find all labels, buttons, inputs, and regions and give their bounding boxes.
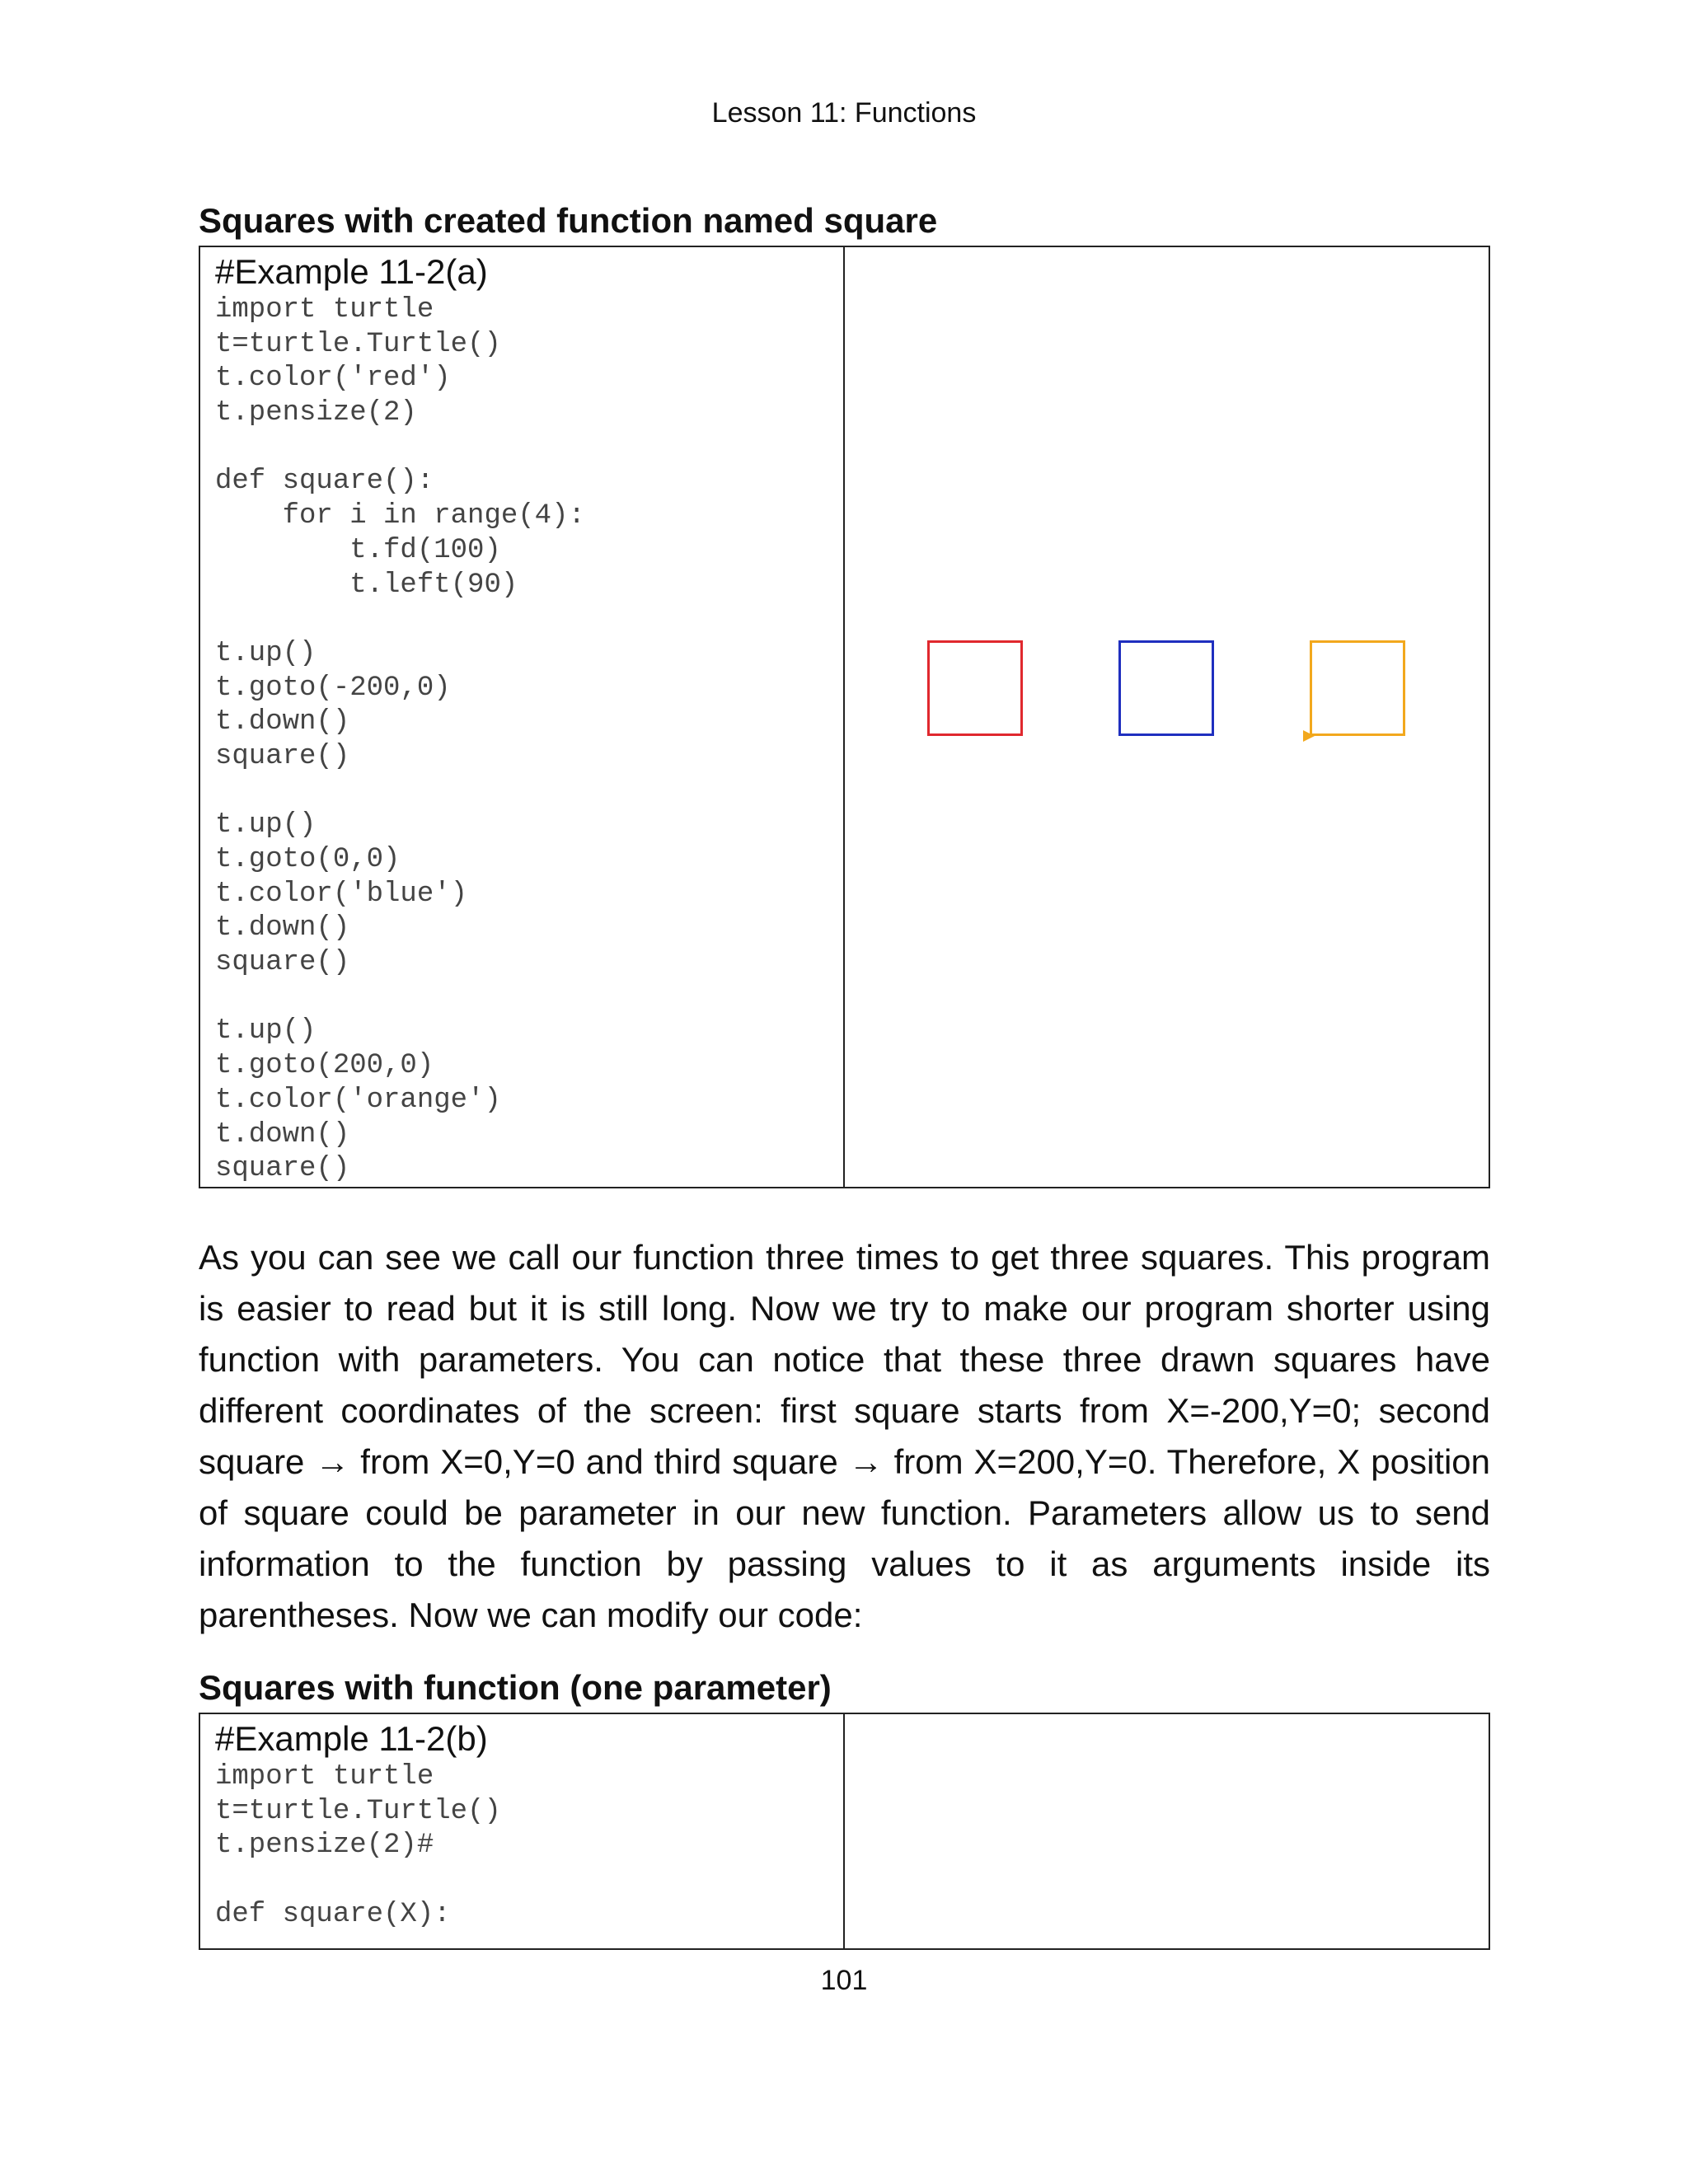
turtle-output-b: [845, 1714, 1489, 1948]
code-line: square(): [215, 947, 350, 979]
example-label-b: #Example 11-2(b): [215, 1719, 488, 1758]
code-line: [215, 775, 843, 809]
code-line: t.down(): [215, 706, 350, 738]
code-line: t.color('blue'): [215, 878, 468, 910]
red-square: [927, 640, 1023, 736]
code-line: def square(X):: [215, 1898, 451, 1930]
explanation-paragraph: As you can see we call our function three times to get three squares. This program is easier to read but it is still long. Now we try to make our program shorter using function with parameters. You can notice that these three drawn squares have different coordinates of the screen: first square starts from X=-200,Y=0; second square → from X=0,Y=0 and third square → from X=200,Y=0. Therefore, X position of square could be parameter in our new function. Parameters allow us to send information to the function by passing values to it as arguments inside its parentheses. Now we can modify our code:: [199, 1238, 1490, 1634]
code-line: t.down(): [215, 912, 350, 944]
code-line: square(): [215, 1153, 350, 1185]
code-line: t.up(): [215, 809, 316, 841]
code-line: t.pensize(2)#: [215, 1830, 434, 1862]
code-line: t.left(90): [215, 569, 518, 601]
code-line: t=turtle.Turtle(): [215, 1795, 501, 1827]
code-line: t.color('orange'): [215, 1084, 501, 1116]
page-number: 101: [820, 1965, 868, 1996]
code-cell-b: [200, 1714, 845, 1948]
code-line: [215, 981, 843, 1015]
code-line: [215, 1863, 843, 1898]
page-header: Lesson 11: Functions: [711, 97, 977, 129]
code-line: import turtle: [215, 1761, 434, 1793]
code-line: t.up(): [215, 637, 316, 669]
example-table-b: [199, 1713, 1490, 1950]
code-line: t.up(): [215, 1015, 316, 1047]
orange-square: [1310, 640, 1405, 736]
code-line: square(): [215, 740, 350, 772]
section-title-b: Squares with function (one parameter): [199, 1668, 832, 1707]
code-line: t.goto(200,0): [215, 1050, 434, 1082]
code-cell-a: [200, 247, 845, 1187]
code-line: t.fd(100): [215, 534, 501, 566]
code-line: [215, 431, 843, 466]
example-label-a: #Example 11-2(a): [215, 252, 488, 291]
code-line: def square():: [215, 466, 434, 498]
code-line: [215, 602, 843, 637]
section-title-a: Squares with created function named square: [199, 201, 938, 240]
code-line: t=turtle.Turtle(): [215, 328, 501, 360]
code-line: import turtle: [215, 294, 434, 326]
code-line: t.color('red'): [215, 363, 451, 395]
code-line: for i in range(4):: [215, 500, 585, 532]
blue-square: [1118, 640, 1214, 736]
turtle-output-a: [845, 247, 1489, 1187]
code-line: t.goto(0,0): [215, 844, 401, 875]
turtle-cursor-icon: [1303, 730, 1315, 742]
example-table-a: [199, 246, 1490, 1188]
code-line: t.pensize(2): [215, 397, 417, 429]
code-line: t.goto(-200,0): [215, 672, 451, 704]
code-line: t.down(): [215, 1118, 350, 1151]
